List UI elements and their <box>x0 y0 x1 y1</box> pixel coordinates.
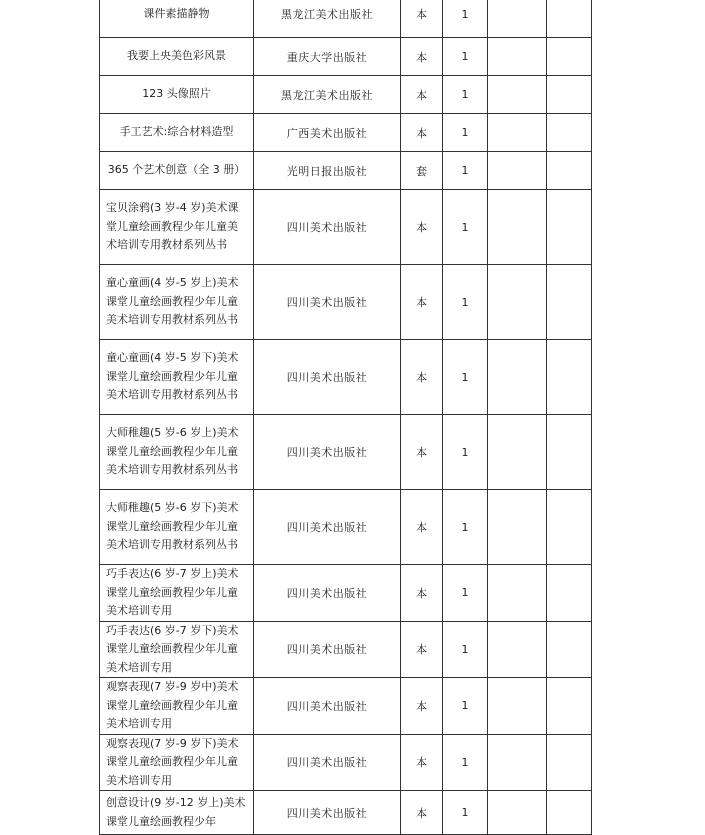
empty-cell <box>488 340 547 415</box>
book-title-cell: 大师稚趣(5 岁-6 岁下)美术课堂儿童绘画教程少年儿童美术培训专用教材系列丛书 <box>100 490 254 565</box>
publisher-cell: 四川美术出版社 <box>254 265 401 340</box>
book-title-cell: 宝贝涂鸦(3 岁-4 岁)美术课堂儿童绘画教程少年儿童美术培训专用教材系列丛书 <box>100 190 254 265</box>
unit-cell: 本 <box>401 114 443 152</box>
empty-cell <box>488 38 547 76</box>
quantity-cell: 1 <box>443 621 488 678</box>
book-title-cell: 课件素描静物 <box>100 0 254 38</box>
book-title-cell: 我要上央美色彩风景 <box>100 38 254 76</box>
unit-cell: 本 <box>401 0 443 38</box>
book-title-cell: 观察表现(7 岁-9 岁下)美术课堂儿童绘画教程少年儿童美术培训专用 <box>100 734 254 791</box>
empty-cell <box>547 265 592 340</box>
empty-cell <box>547 490 592 565</box>
empty-cell <box>547 621 592 678</box>
unit-cell: 本 <box>401 190 443 265</box>
book-title-cell: 童心童画(4 岁-5 岁上)美术课堂儿童绘画教程少年儿童美术培训专用教材系列丛书 <box>100 265 254 340</box>
empty-cell <box>488 678 547 735</box>
empty-cell <box>488 0 547 38</box>
quantity-cell: 1 <box>443 0 488 38</box>
book-title-cell: 创意设计(9 岁-12 岁上)美术课堂儿童绘画教程少年 <box>100 791 254 835</box>
empty-cell <box>488 791 547 835</box>
quantity-cell: 1 <box>443 490 488 565</box>
publisher-cell: 四川美术出版社 <box>254 678 401 735</box>
publisher-cell: 广西美术出版社 <box>254 114 401 152</box>
empty-cell <box>547 415 592 490</box>
empty-cell <box>547 152 592 190</box>
empty-cell <box>488 490 547 565</box>
unit-cell: 套 <box>401 152 443 190</box>
quantity-cell: 1 <box>443 340 488 415</box>
publisher-cell: 四川美术出版社 <box>254 340 401 415</box>
table-row <box>100 791 592 835</box>
quantity-cell: 1 <box>443 38 488 76</box>
empty-cell <box>547 340 592 415</box>
empty-cell <box>547 114 592 152</box>
table-row <box>100 415 592 490</box>
table-body <box>100 0 592 835</box>
unit-cell: 本 <box>401 340 443 415</box>
empty-cell <box>488 190 547 265</box>
table-row <box>100 340 592 415</box>
unit-cell: 本 <box>401 265 443 340</box>
unit-cell: 本 <box>401 621 443 678</box>
book-title-cell: 童心童画(4 岁-5 岁下)美术课堂儿童绘画教程少年儿童美术培训专用教材系列丛书 <box>100 340 254 415</box>
unit-cell: 本 <box>401 38 443 76</box>
publisher-cell: 四川美术出版社 <box>254 565 401 622</box>
book-title-cell: 手工艺术:综合材料造型 <box>100 114 254 152</box>
table-row <box>100 38 592 76</box>
publisher-cell: 四川美术出版社 <box>254 415 401 490</box>
table-row <box>100 76 592 114</box>
book-title-cell: 巧手表达(6 岁-7 岁上)美术课堂儿童绘画教程少年儿童美术培训专用 <box>100 565 254 622</box>
table-row <box>100 565 592 622</box>
empty-cell <box>547 38 592 76</box>
table-row <box>100 114 592 152</box>
empty-cell <box>547 76 592 114</box>
book-title-cell: 365 个艺术创意（全 3 册） <box>100 152 254 190</box>
empty-cell <box>488 76 547 114</box>
quantity-cell: 1 <box>443 190 488 265</box>
empty-cell <box>547 190 592 265</box>
book-title-cell: 观察表现(7 岁-9 岁中)美术课堂儿童绘画教程少年儿童美术培训专用 <box>100 678 254 735</box>
unit-cell: 本 <box>401 678 443 735</box>
quantity-cell: 1 <box>443 265 488 340</box>
publisher-cell: 黑龙江美术出版社 <box>254 0 401 38</box>
unit-cell: 本 <box>401 490 443 565</box>
empty-cell <box>488 621 547 678</box>
publisher-cell: 四川美术出版社 <box>254 621 401 678</box>
book-title-cell: 123 头像照片 <box>100 76 254 114</box>
empty-cell <box>547 0 592 38</box>
publisher-cell: 四川美术出版社 <box>254 490 401 565</box>
empty-cell <box>547 734 592 791</box>
book-title-cell: 巧手表达(6 岁-7 岁下)美术课堂儿童绘画教程少年儿童美术培训专用 <box>100 621 254 678</box>
empty-cell <box>488 734 547 791</box>
table-row <box>100 152 592 190</box>
table-row <box>100 678 592 735</box>
unit-cell: 本 <box>401 415 443 490</box>
unit-cell: 本 <box>401 791 443 835</box>
quantity-cell: 1 <box>443 734 488 791</box>
quantity-cell: 1 <box>443 791 488 835</box>
table-row <box>100 734 592 791</box>
book-title-cell: 大师稚趣(5 岁-6 岁上)美术课堂儿童绘画教程少年儿童美术培训专用教材系列丛书 <box>100 415 254 490</box>
empty-cell <box>547 565 592 622</box>
publisher-cell: 黑龙江美术出版社 <box>254 76 401 114</box>
publisher-cell: 四川美术出版社 <box>254 190 401 265</box>
publisher-cell: 四川美术出版社 <box>254 791 401 835</box>
table-row <box>100 190 592 265</box>
empty-cell <box>488 415 547 490</box>
publisher-cell: 光明日报出版社 <box>254 152 401 190</box>
quantity-cell: 1 <box>443 152 488 190</box>
table-row <box>100 265 592 340</box>
publisher-cell: 四川美术出版社 <box>254 734 401 791</box>
empty-cell <box>488 265 547 340</box>
book-list-table <box>99 0 592 835</box>
empty-cell <box>488 565 547 622</box>
quantity-cell: 1 <box>443 114 488 152</box>
table-row <box>100 490 592 565</box>
table-row <box>100 621 592 678</box>
quantity-cell: 1 <box>443 415 488 490</box>
quantity-cell: 1 <box>443 76 488 114</box>
table-row <box>100 0 592 38</box>
empty-cell <box>488 114 547 152</box>
unit-cell: 本 <box>401 565 443 622</box>
unit-cell: 本 <box>401 734 443 791</box>
publisher-cell: 重庆大学出版社 <box>254 38 401 76</box>
empty-cell <box>547 678 592 735</box>
empty-cell <box>547 791 592 835</box>
quantity-cell: 1 <box>443 565 488 622</box>
quantity-cell: 1 <box>443 678 488 735</box>
unit-cell: 本 <box>401 76 443 114</box>
empty-cell <box>488 152 547 190</box>
